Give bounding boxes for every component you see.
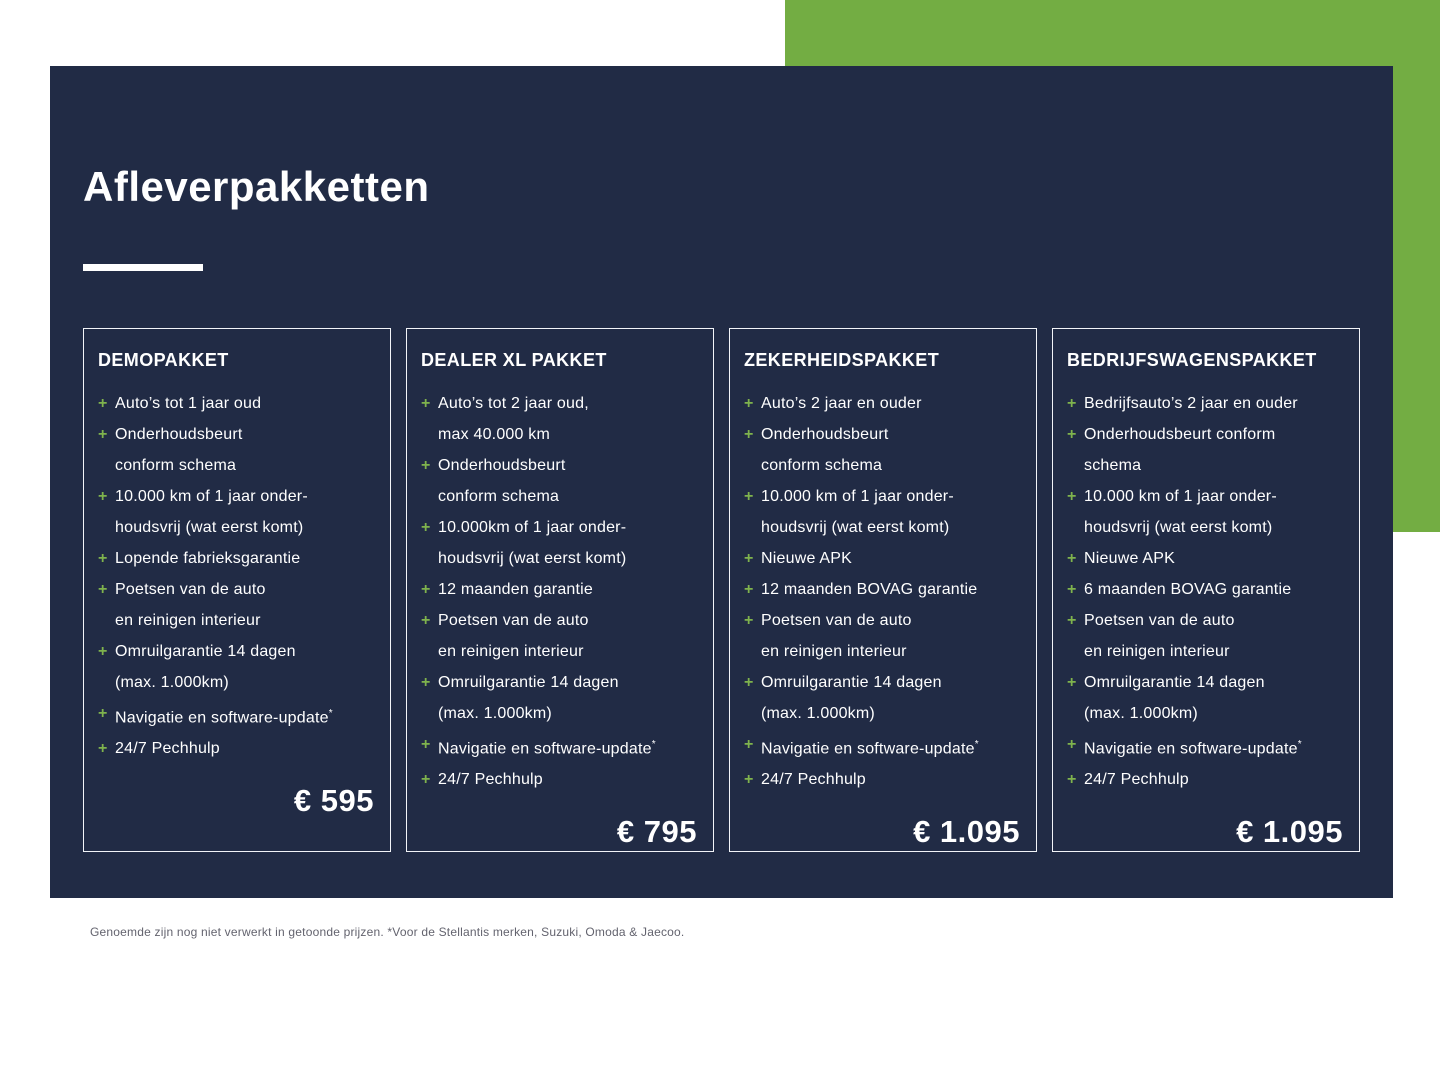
title-underline (83, 264, 203, 271)
feature-item (98, 574, 376, 636)
feature-text (761, 481, 1022, 543)
feature-item (98, 543, 376, 574)
plus-icon: + (421, 612, 431, 629)
package-title: BEDRIJFSWAGENSPAKKET (1067, 350, 1317, 370)
feature-text (438, 388, 699, 450)
plus-icon: + (744, 395, 754, 412)
feature-line: 10.000 km of 1 jaar onder- (115, 488, 308, 505)
feature-list (1067, 388, 1345, 795)
feature-text (115, 419, 376, 481)
package-price: € 595 (293, 783, 374, 819)
feature-item (744, 729, 1022, 764)
plus-icon: + (744, 488, 754, 505)
feature-item (744, 764, 1022, 795)
plus-icon: + (1067, 550, 1077, 567)
feature-text (1084, 605, 1345, 667)
feature-text (761, 388, 1022, 419)
feature-list (98, 388, 376, 764)
plus-icon: + (421, 581, 431, 598)
feature-line: Onderhoudsbeurt (438, 457, 566, 474)
feature-line: Onderhoudsbeurt conform (1084, 426, 1276, 443)
feature-line: (max. 1.000km) (761, 705, 875, 722)
package-title: DEALER XL PAKKET (421, 350, 607, 370)
plus-icon: + (421, 674, 431, 691)
feature-item (1067, 543, 1345, 574)
feature-text (115, 481, 376, 543)
feature-line: Poetsen van de auto (761, 612, 912, 629)
plus-icon: + (744, 550, 754, 567)
footnote-asterisk: * (974, 739, 979, 750)
package-title: DEMOPAKKET (98, 350, 229, 370)
feature-line: Navigatie en software-update* (1084, 739, 1302, 758)
plus-icon: + (421, 395, 431, 412)
feature-text (438, 574, 699, 605)
feature-item (98, 419, 376, 481)
feature-line: Navigatie en software-update* (761, 739, 979, 758)
feature-item (1067, 574, 1345, 605)
plus-icon: + (1067, 426, 1077, 443)
feature-line: conform schema (438, 488, 560, 505)
feature-item (421, 667, 699, 729)
feature-text (115, 574, 376, 636)
package-price: € 1.095 (913, 814, 1020, 850)
plus-icon: + (744, 612, 754, 629)
plus-icon: + (744, 674, 754, 691)
feature-line: en reinigen interieur (761, 643, 907, 660)
feature-text (761, 764, 1022, 795)
feature-line: Omruilgarantie 14 dagen (1084, 674, 1265, 691)
feature-item (98, 636, 376, 698)
feature-item (421, 512, 699, 574)
packages-row (83, 328, 1360, 852)
page-title: Afleverpakketten (83, 163, 430, 210)
feature-line: Auto’s tot 1 jaar oud (115, 395, 262, 412)
package-card (406, 328, 714, 852)
feature-item (98, 388, 376, 419)
feature-item (98, 698, 376, 733)
feature-line: Auto’s tot 2 jaar oud, (438, 395, 589, 412)
feature-line: 24/7 Pechhulp (761, 771, 866, 789)
feature-item (98, 733, 376, 764)
plus-icon: + (98, 740, 108, 758)
plus-icon: + (98, 705, 108, 722)
feature-item (1067, 481, 1345, 543)
feature-item (1067, 605, 1345, 667)
feature-line: 24/7 Pechhulp (438, 771, 543, 789)
plus-icon: + (1067, 488, 1077, 505)
feature-line: 12 maanden BOVAG garantie (761, 581, 978, 598)
feature-line: Auto’s 2 jaar en ouder (761, 395, 922, 412)
feature-text (1084, 729, 1345, 764)
feature-text (1084, 419, 1345, 481)
feature-text (438, 605, 699, 667)
feature-line: Onderhoudsbeurt (115, 426, 243, 443)
feature-text (1084, 764, 1345, 795)
feature-line: houdsvrij (wat eerst komt) (115, 519, 304, 536)
feature-line: Nieuwe APK (761, 550, 852, 567)
feature-list (744, 388, 1022, 795)
feature-line: schema (1084, 457, 1142, 474)
feature-item (421, 450, 699, 512)
plus-icon: + (98, 643, 108, 660)
footnote: Genoemde zijn nog niet verwerkt in getoonde prijzen. *Voor de Stellantis merken, Suzuki, Omoda & Jaecoo. (90, 925, 685, 939)
feature-line: Lopende fabrieksgarantie (115, 550, 301, 567)
feature-item (744, 419, 1022, 481)
feature-line: en reinigen interieur (115, 612, 261, 629)
feature-text (761, 605, 1022, 667)
footnote-asterisk: * (651, 739, 656, 750)
feature-item (1067, 388, 1345, 419)
feature-line: (max. 1.000km) (438, 705, 552, 722)
feature-text (438, 729, 699, 764)
feature-line: Poetsen van de auto (1084, 612, 1235, 629)
package-price: € 795 (616, 814, 697, 850)
feature-item (1067, 729, 1345, 764)
feature-text (115, 636, 376, 698)
plus-icon: + (1067, 395, 1077, 412)
feature-line: Omruilgarantie 14 dagen (115, 643, 296, 660)
feature-line: (max. 1.000km) (115, 674, 229, 691)
plus-icon: + (98, 581, 108, 598)
feature-item (744, 574, 1022, 605)
feature-line: 10.000km of 1 jaar onder- (438, 519, 627, 536)
feature-line: 10.000 km of 1 jaar onder- (1084, 488, 1277, 505)
feature-text (1084, 667, 1345, 729)
plus-icon: + (98, 488, 108, 505)
package-price: € 1.095 (1236, 814, 1343, 850)
feature-text (438, 764, 699, 795)
feature-item (421, 764, 699, 795)
feature-line: max 40.000 km (438, 426, 550, 443)
footnote-asterisk: * (328, 708, 333, 719)
feature-item (421, 388, 699, 450)
feature-line: Navigatie en software-update* (438, 739, 656, 758)
feature-line: 6 maanden BOVAG garantie (1084, 581, 1292, 598)
plus-icon: + (421, 736, 431, 753)
plus-icon: + (421, 457, 431, 474)
feature-text (1084, 543, 1345, 574)
feature-line: houdsvrij (wat eerst komt) (761, 519, 950, 536)
feature-line: conform schema (761, 457, 883, 474)
feature-item (744, 667, 1022, 729)
plus-icon: + (1067, 612, 1077, 629)
package-card (729, 328, 1037, 852)
feature-text (115, 388, 376, 419)
footnote-asterisk: * (1297, 739, 1302, 750)
feature-line: 12 maanden garantie (438, 581, 594, 598)
feature-line: Omruilgarantie 14 dagen (438, 674, 619, 691)
feature-line: Onderhoudsbeurt (761, 426, 889, 443)
feature-text (115, 543, 376, 574)
feature-line: houdsvrij (wat eerst komt) (438, 550, 627, 567)
feature-text (1084, 388, 1345, 419)
feature-text (438, 450, 699, 512)
feature-item (1067, 419, 1345, 481)
plus-icon: + (744, 771, 754, 789)
plus-icon: + (98, 550, 108, 567)
feature-item (744, 481, 1022, 543)
feature-line: 24/7 Pechhulp (1084, 771, 1189, 789)
plus-icon: + (744, 736, 754, 753)
feature-text (761, 667, 1022, 729)
plus-icon: + (744, 426, 754, 443)
feature-line: 10.000 km of 1 jaar onder- (761, 488, 954, 505)
feature-item (744, 543, 1022, 574)
feature-text (115, 698, 376, 733)
package-card (83, 328, 391, 852)
plus-icon: + (98, 395, 108, 412)
package-card (1052, 328, 1360, 852)
feature-line: en reinigen interieur (438, 643, 584, 660)
feature-item (421, 574, 699, 605)
feature-text (761, 574, 1022, 605)
feature-text (115, 733, 376, 764)
plus-icon: + (1067, 674, 1077, 691)
feature-text (761, 729, 1022, 764)
feature-text (1084, 481, 1345, 543)
feature-item (744, 388, 1022, 419)
feature-line: Navigatie en software-update* (115, 708, 333, 727)
feature-line: houdsvrij (wat eerst komt) (1084, 519, 1273, 536)
feature-line: 24/7 Pechhulp (115, 740, 220, 758)
main-panel (50, 66, 1393, 898)
feature-list (421, 388, 699, 795)
plus-icon: + (421, 519, 431, 536)
plus-icon: + (744, 581, 754, 598)
feature-item (1067, 667, 1345, 729)
feature-line: en reinigen interieur (1084, 643, 1230, 660)
package-title: ZEKERHEIDSPAKKET (744, 350, 940, 370)
feature-line: Poetsen van de auto (438, 612, 589, 629)
feature-item (1067, 764, 1345, 795)
plus-icon: + (1067, 581, 1077, 598)
feature-text (761, 543, 1022, 574)
feature-line: (max. 1.000km) (1084, 705, 1198, 722)
feature-text (761, 419, 1022, 481)
feature-line: Nieuwe APK (1084, 550, 1175, 567)
plus-icon: + (1067, 736, 1077, 753)
feature-item (421, 729, 699, 764)
feature-text (1084, 574, 1345, 605)
feature-text (438, 667, 699, 729)
feature-item (98, 481, 376, 543)
feature-line: Bedrijfsauto’s 2 jaar en ouder (1084, 395, 1298, 412)
feature-line: Omruilgarantie 14 dagen (761, 674, 942, 691)
feature-line: conform schema (115, 457, 237, 474)
feature-item (421, 605, 699, 667)
feature-text (438, 512, 699, 574)
plus-icon: + (1067, 771, 1077, 789)
feature-line: Poetsen van de auto (115, 581, 266, 598)
feature-item (744, 605, 1022, 667)
plus-icon: + (421, 771, 431, 789)
plus-icon: + (98, 426, 108, 443)
